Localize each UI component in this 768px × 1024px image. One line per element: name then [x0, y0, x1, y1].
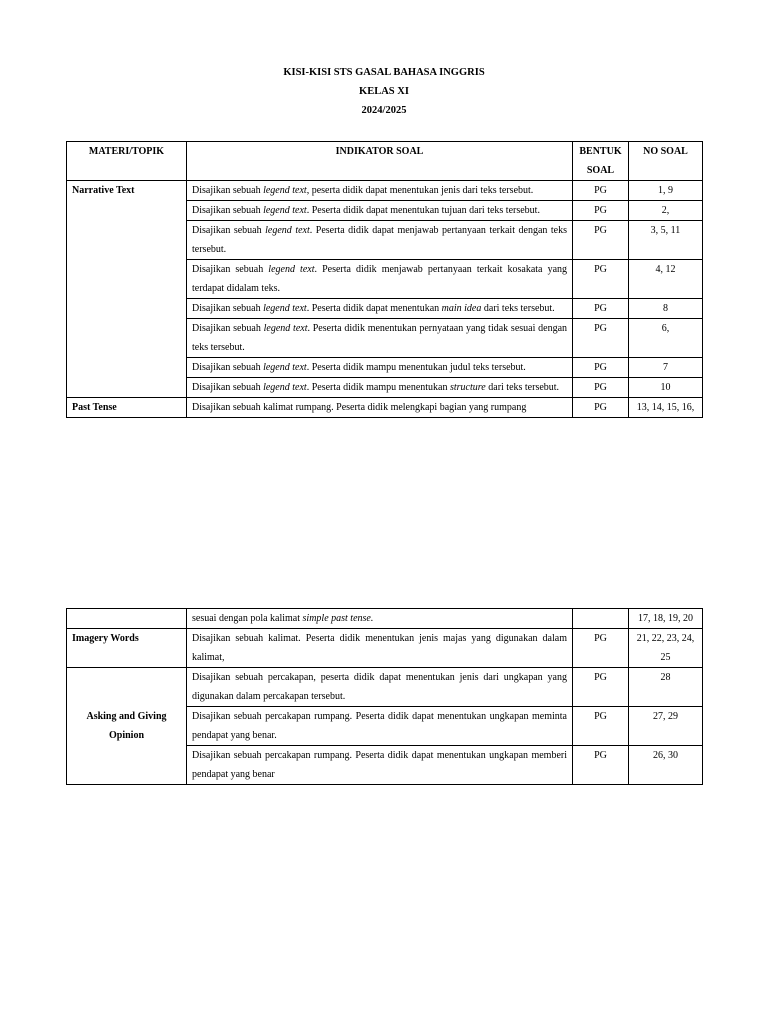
form-cell-empty	[573, 609, 629, 629]
question-number-cell: 17, 18, 19, 20	[629, 609, 703, 629]
header-bentuk-line1: BENTUK	[579, 146, 622, 157]
indicator-cell: Disajikan sebuah legend text. Peserta didik dapat menjawab pertanyaan terkait dengan teks tersebut.	[187, 221, 573, 260]
form-cell: PG	[573, 358, 629, 378]
topic-past-tense: Past Tense	[67, 398, 187, 418]
form-cell: PG	[573, 398, 629, 418]
topic-cell-empty	[67, 609, 187, 629]
header-no-soal: NO SOAL	[629, 142, 703, 181]
indicator-cell: Disajikan sebuah legend text. Peserta didik mampu menentukan structure dari teks tersebut.	[187, 378, 573, 398]
table-row	[67, 398, 703, 418]
header-bentuk	[573, 142, 629, 181]
table-row	[67, 181, 703, 201]
document-header	[0, 63, 768, 120]
class-label: KELAS XI	[359, 86, 409, 97]
table-header-row	[67, 142, 703, 181]
indicator-cell: Disajikan sebuah legend text. Peserta didik menentukan pernyataan yang tidak sesuai dengan teks tersebut.	[187, 319, 573, 358]
form-cell: PG	[573, 319, 629, 358]
header-materi: MATERI/TOPIK	[67, 142, 187, 181]
header-indikator: INDIKATOR SOAL	[187, 142, 573, 181]
form-cell: PG	[573, 260, 629, 299]
school-year: 2024/2025	[361, 105, 407, 116]
indicator-cell: Disajikan sebuah legend text, peserta didik dapat menentukan jenis dari teks tersebut.	[187, 181, 573, 201]
question-number-cell: 3, 5, 11	[629, 221, 703, 260]
indicator-cell: Disajikan sebuah legend text. Peserta didik dapat menentukan tujuan dari teks tersebut.	[187, 201, 573, 221]
question-number-cell: 7	[629, 358, 703, 378]
indicator-cell: Disajikan sebuah percakapan, peserta didik dapat menentukan jenis dari ungkapan yang digunakan dalam percakapan tersebut.	[187, 668, 573, 707]
indicator-cell: Disajikan sebuah percakapan rumpang. Peserta didik dapat menentukan ungkapan meminta pendapat yang benar.	[187, 707, 573, 746]
form-cell: PG	[573, 378, 629, 398]
question-number-cell: 1, 9	[629, 181, 703, 201]
question-number-cell: 8	[629, 299, 703, 319]
question-number-cell: 21, 22, 23, 24, 25	[629, 629, 703, 668]
table-row	[67, 629, 703, 668]
question-number-cell: 26, 30	[629, 746, 703, 785]
question-number-cell: 10	[629, 378, 703, 398]
document-title: KISI-KISI STS GASAL BAHASA INGGRIS	[283, 67, 485, 78]
question-number-cell: 13, 14, 15, 16,	[629, 398, 703, 418]
form-cell: PG	[573, 201, 629, 221]
form-cell: PG	[573, 629, 629, 668]
question-number-cell: 2,	[629, 201, 703, 221]
form-cell: PG	[573, 668, 629, 707]
header-bentuk-line2: SOAL	[586, 165, 615, 176]
indicator-cell: Disajikan sebuah percakapan rumpang. Peserta didik dapat menentukan ungkapan memberi pendapat yang benar	[187, 746, 573, 785]
indicator-cell: Disajikan sebuah kalimat. Peserta didik menentukan jenis majas yang digunakan dalam kalimat,	[187, 629, 573, 668]
blueprint-table-page2	[66, 608, 703, 785]
blueprint-table-page1	[66, 141, 703, 418]
question-number-cell: 27, 29	[629, 707, 703, 746]
topic-narrative: Narrative Text	[67, 181, 187, 398]
table-row	[67, 668, 703, 707]
form-cell: PG	[573, 707, 629, 746]
form-cell: PG	[573, 299, 629, 319]
question-number-cell: 6,	[629, 319, 703, 358]
question-number-cell: 28	[629, 668, 703, 707]
indicator-cell: Disajikan sebuah kalimat rumpang. Peserta didik melengkapi bagian yang rumpang	[187, 398, 573, 418]
indicator-cell: Disajikan sebuah legend text. Peserta didik dapat menentukan main idea dari teks tersebut.	[187, 299, 573, 319]
topic-asking-giving-opinion: Asking and Giving Opinion	[67, 668, 187, 785]
question-number-cell: 4, 12	[629, 260, 703, 299]
form-cell: PG	[573, 746, 629, 785]
indicator-cell: Disajikan sebuah legend text. Peserta didik mampu menentukan judul teks tersebut.	[187, 358, 573, 378]
indicator-cell: Disajikan sebuah legend text. Peserta didik menjawab pertanyaan terkait kosakata yang terdapat didalam teks.	[187, 260, 573, 299]
topic-imagery-words: Imagery Words	[67, 629, 187, 668]
table-row	[67, 609, 703, 629]
indicator-cell: sesuai dengan pola kalimat simple past tense.	[187, 609, 573, 629]
form-cell: PG	[573, 181, 629, 201]
form-cell: PG	[573, 221, 629, 260]
